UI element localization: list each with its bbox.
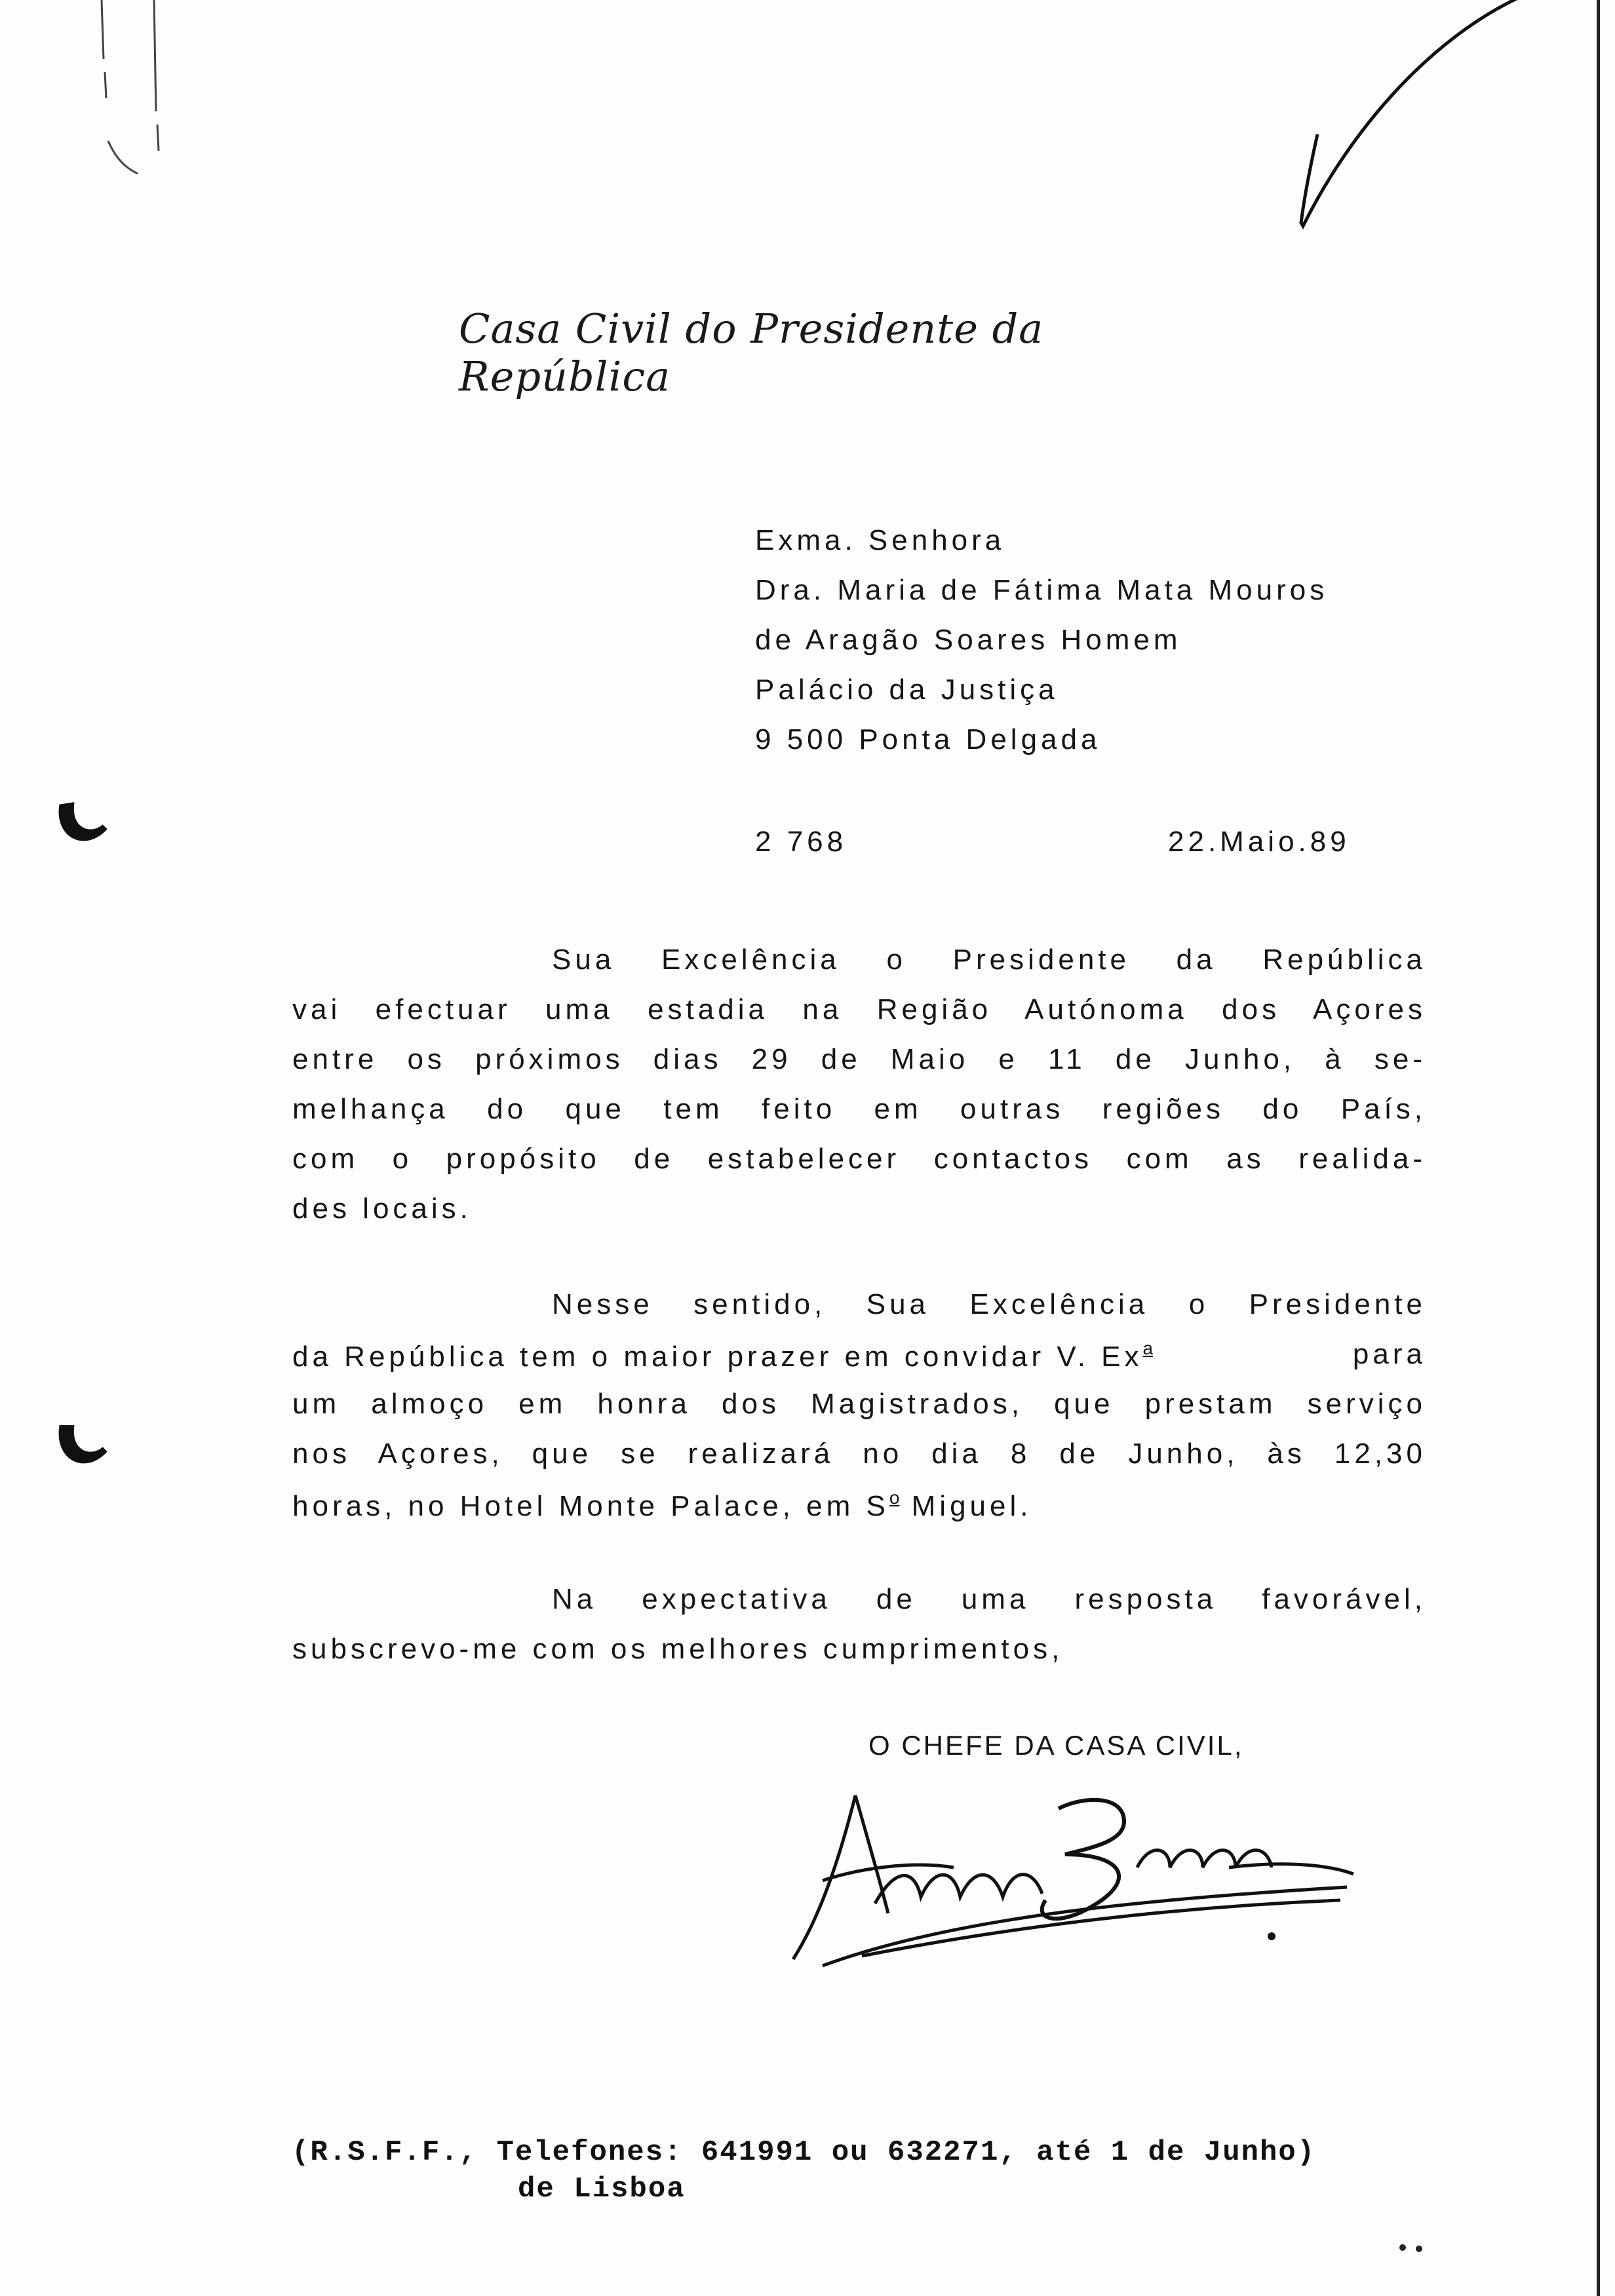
body-line: subscrevo-me com os melhores cumprimentos, bbox=[292, 1633, 1064, 1665]
recipient-line: Exma. Senhora bbox=[755, 524, 1005, 556]
body-line: melhança do que tem feito em outras regiões do País, bbox=[292, 1093, 1426, 1125]
superscript: o bbox=[889, 1487, 900, 1508]
body-line-invite bbox=[292, 1338, 1426, 1373]
letterhead-script: Casa Civil do Presidente da República bbox=[459, 305, 1044, 400]
body-line: des locais. bbox=[292, 1193, 472, 1225]
punch-hole-icon bbox=[62, 1428, 105, 1460]
closing-title: O CHEFE DA CASA CIVIL, bbox=[868, 1730, 1244, 1761]
body-line: Sua Excelência o Presidente da República bbox=[552, 944, 1426, 976]
body-text-part: da República tem o maior prazer em convidar V. Ex bbox=[292, 1341, 1143, 1373]
body-line: vai efectuar uma estadia na Região Autónoma dos Açores bbox=[292, 993, 1426, 1025]
body-text bbox=[292, 1338, 1153, 1373]
recipient-line: de Aragão Soares Homem bbox=[755, 624, 1182, 656]
letter-date: 22.Maio.89 bbox=[1168, 826, 1350, 858]
recipient-line: Dra. Maria de Fátima Mata Mouros bbox=[755, 574, 1329, 606]
binder-mark-icon bbox=[102, 0, 159, 174]
footer-contact: (R.S.F.F., Telefones: 641991 ou 632271, até 1 de Junho) bbox=[292, 2136, 1316, 2169]
body-line: Na expectativa de uma resposta favorável, bbox=[552, 1583, 1426, 1615]
body-line-venue bbox=[292, 1487, 1032, 1523]
check-mark-icon bbox=[1301, 0, 1521, 226]
body-line: nos Açores, que se realizará no dia 8 de Junho, às 12,30 bbox=[292, 1438, 1426, 1470]
reference-number: 2 768 bbox=[755, 826, 847, 858]
recipient-line: Palácio da Justiça bbox=[755, 674, 1059, 706]
recipient-line: 9 500 Ponta Delgada bbox=[755, 723, 1101, 756]
body-line: um almoço em honra dos Magistrados, que prestam serviço bbox=[292, 1388, 1426, 1420]
body-line: Nesse sentido, Sua Excelência o Presidente bbox=[552, 1288, 1426, 1320]
body-text-part: horas, no Hotel Monte Palace, em S bbox=[292, 1490, 889, 1522]
body-line: entre os próximos dias 29 de Maio e 11 de Junho, à se- bbox=[292, 1043, 1426, 1075]
body-text-part: Miguel. bbox=[911, 1490, 1032, 1522]
body-text: para bbox=[1352, 1338, 1426, 1370]
speck-mark-icon bbox=[1416, 2246, 1422, 2252]
punch-hole-icon bbox=[62, 806, 105, 837]
superscript: a bbox=[1142, 1338, 1154, 1358]
footer-city: de Lisboa bbox=[518, 2173, 686, 2206]
body-line: com o propósito de estabelecer contactos com as realida- bbox=[292, 1143, 1426, 1175]
speck-mark-icon bbox=[1399, 2244, 1406, 2251]
signature-image bbox=[783, 1769, 1373, 1979]
